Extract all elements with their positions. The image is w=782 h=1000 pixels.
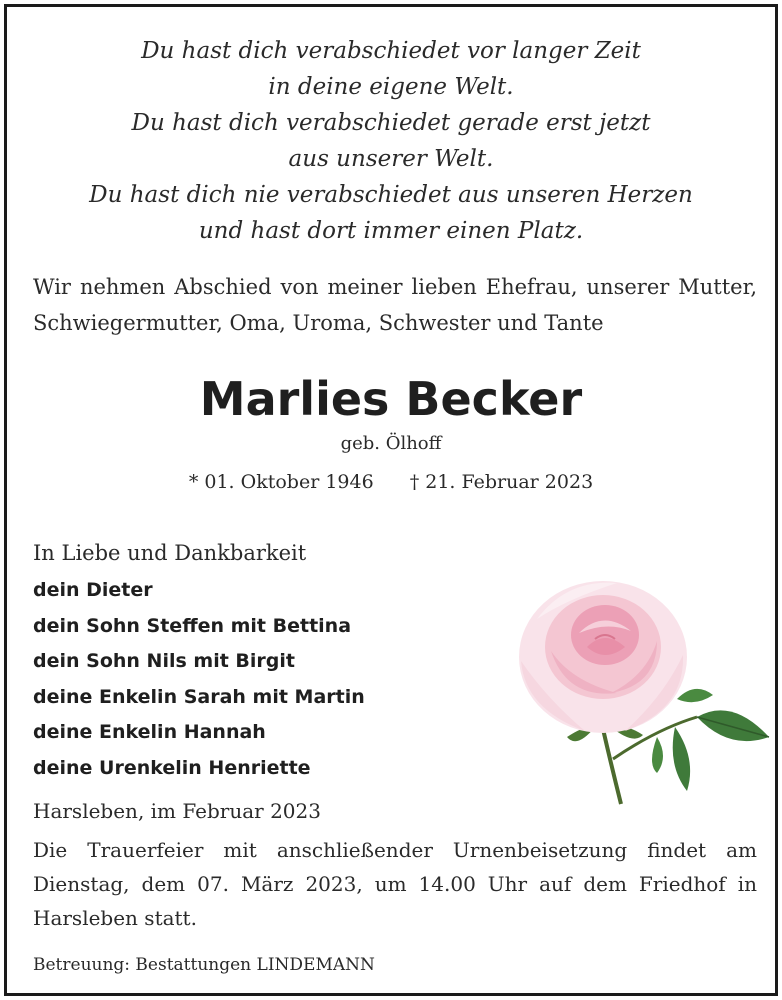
- mourner: dein Sohn Steffen mit Bettina: [33, 614, 352, 637]
- birth-date: * 01. Oktober 1946: [188, 471, 374, 493]
- rose-icon: [507, 559, 773, 809]
- poem-line: in deine eigene Welt.: [268, 74, 514, 100]
- place-date: Harsleben, im Februar 2023: [33, 799, 321, 823]
- mourner: deine Enkelin Hannah: [33, 721, 266, 743]
- mourners-list: [33, 573, 365, 786]
- deceased-name: Marlies Becker: [199, 372, 583, 426]
- mourners-intro: In Liebe und Dankbarkeit: [33, 541, 307, 565]
- poem-line: und hast dort immer einen Platz.: [198, 218, 584, 244]
- death-date: † 21. Februar 2023: [409, 471, 594, 493]
- poem-line: Du hast dich verabschiedet gerade erst jetzt: [131, 110, 651, 136]
- intro-text: Wir nehmen Abschied von meiner lieben Ehefrau, unserer Mutter, Schwiegermutter, Oma, Uroma, Schwester und Tante: [33, 275, 757, 335]
- poem-line: aus unserer Welt.: [288, 146, 494, 172]
- ceremony-text: Die Trauerfeier mit anschließender Urnenbeisetzung findet am Dienstag, dem 07. März 2023, um 14.00 Uhr auf dem Friedhof in Harsleben statt.: [33, 838, 757, 930]
- obituary-frame: [4, 4, 778, 996]
- mourner: dein Dieter: [33, 579, 153, 601]
- mourner: deine Urenkelin Henriette: [33, 756, 311, 779]
- mourner: deine Enkelin Sarah mit Martin: [33, 685, 365, 708]
- poem-line: Du hast dich nie verabschiedet aus unseren Herzen: [89, 182, 693, 208]
- undertaker-text: Betreuung: Bestattungen LINDEMANN: [33, 955, 375, 975]
- poem: [7, 33, 775, 249]
- mourner: dein Sohn Nils mit Birgit: [33, 650, 295, 672]
- life-dates: [7, 467, 775, 497]
- maiden-name: geb. Ölhoff: [340, 433, 442, 454]
- poem-line: Du hast dich verabschiedet vor langer Zeit: [141, 38, 641, 64]
